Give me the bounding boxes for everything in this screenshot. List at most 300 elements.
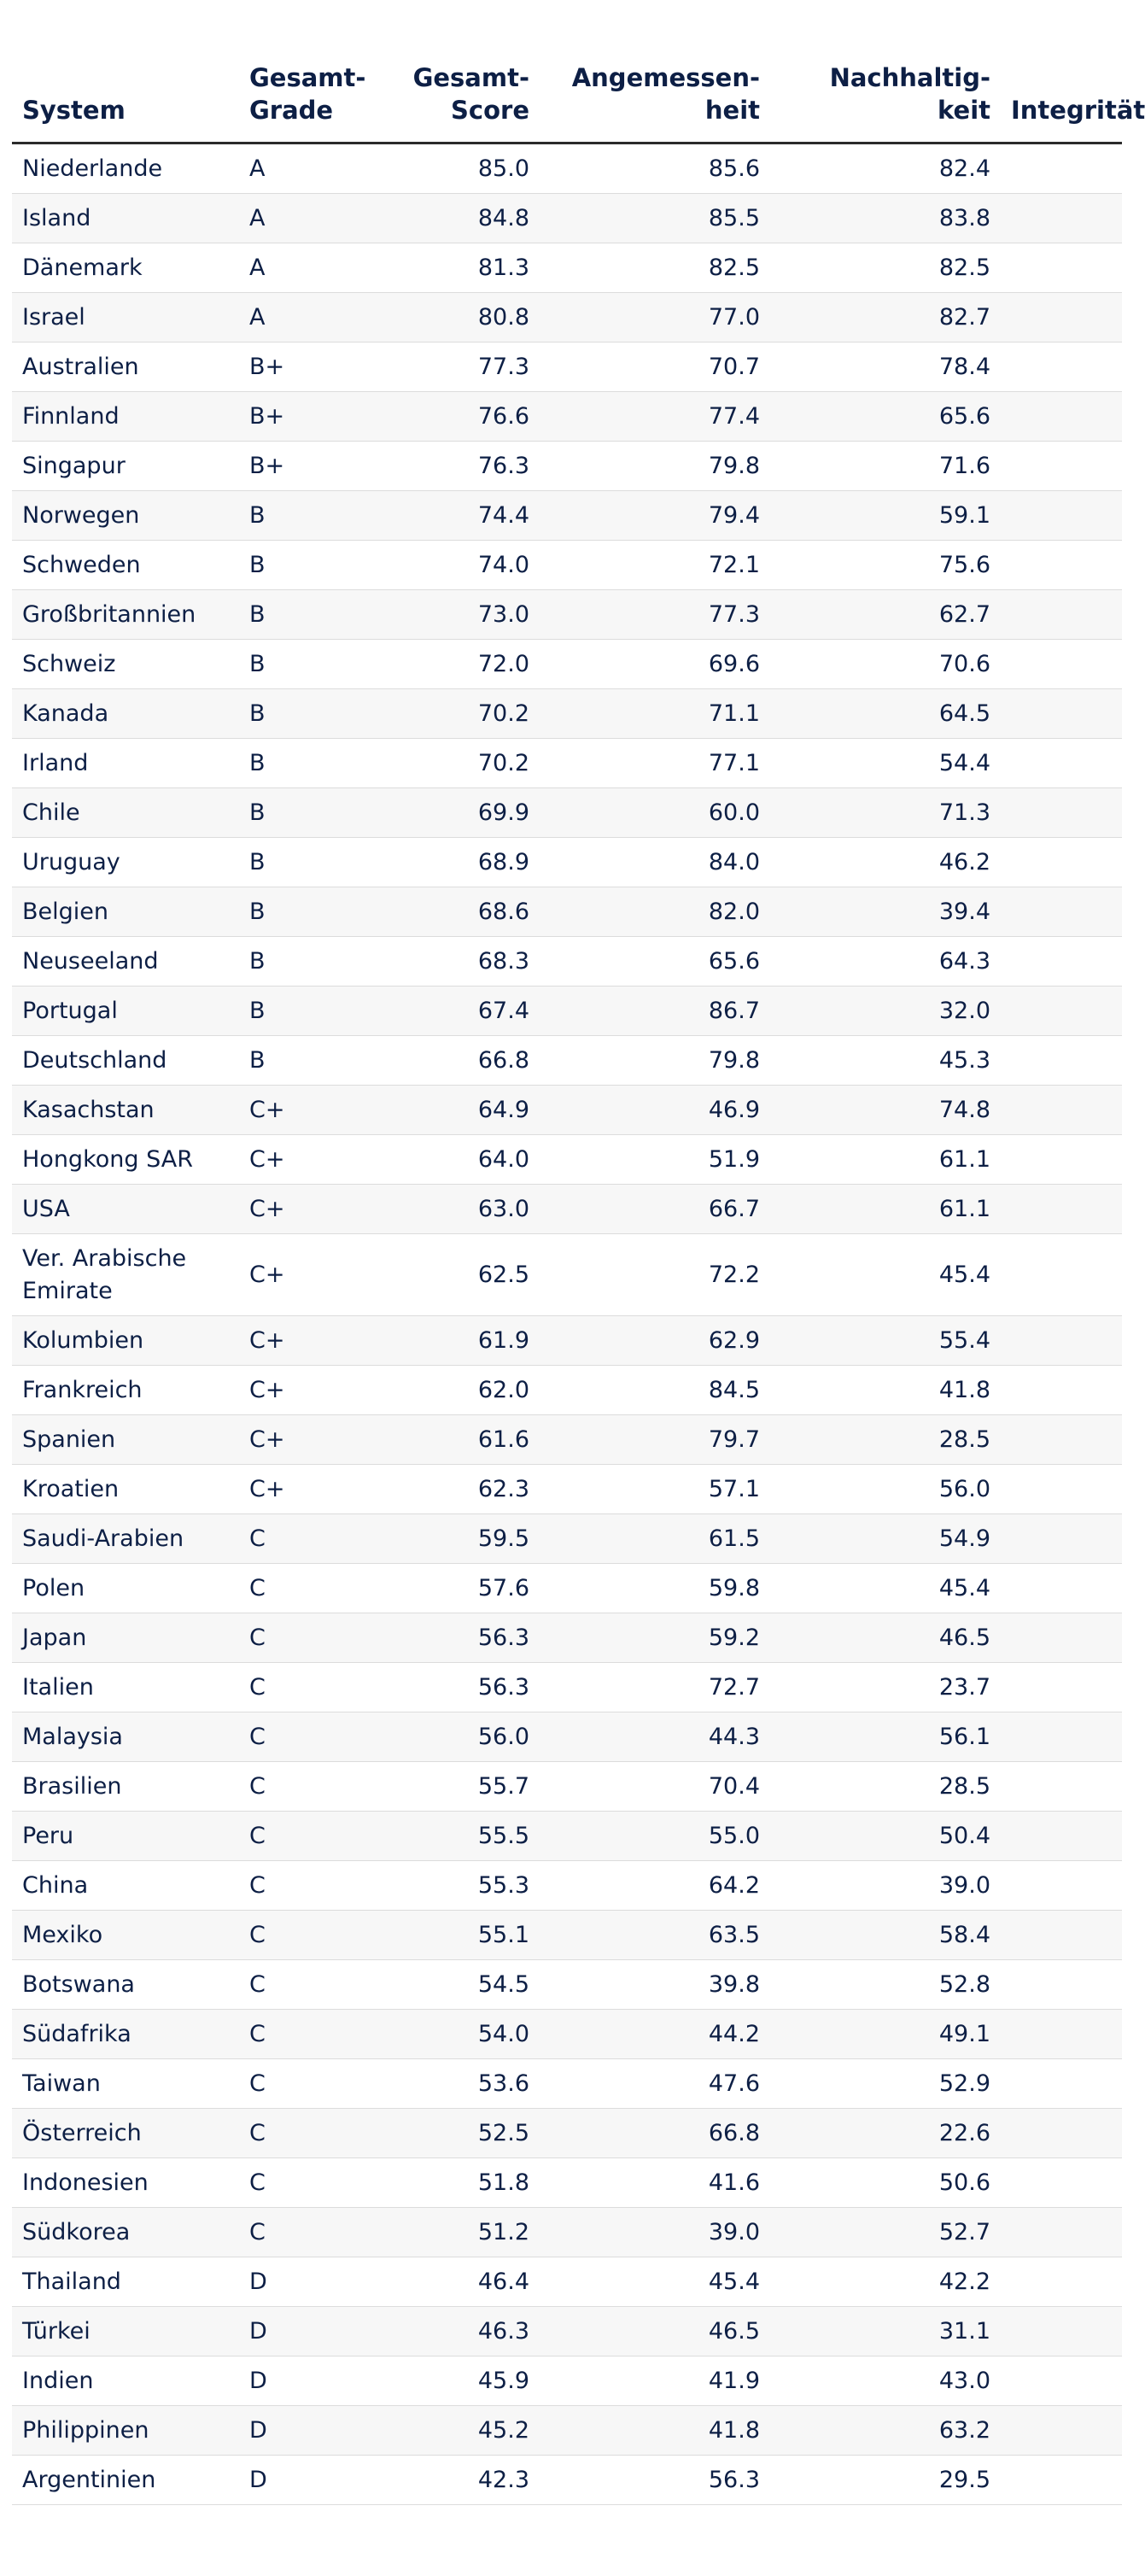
table-row	[12, 590, 1122, 640]
cell-grade: C	[239, 1960, 353, 2010]
cell-grade: C	[239, 1812, 353, 1861]
cell-integrity	[1001, 2406, 1122, 2456]
cell-integrity	[1001, 491, 1122, 541]
cell-system: Saudi-Arabien	[12, 1514, 239, 1564]
cell-adequacy: 69.6	[540, 640, 770, 689]
cell-grade: B	[239, 689, 353, 739]
cell-integrity	[1001, 2109, 1122, 2158]
cell-system: Polen	[12, 1564, 239, 1613]
cell-adequacy: 51.9	[540, 1135, 770, 1185]
table-row	[12, 788, 1122, 838]
cell-system: Taiwan	[12, 2059, 239, 2109]
cell-system: Norwegen	[12, 491, 239, 541]
cell-score: 64.9	[353, 1086, 540, 1135]
table-row	[12, 2059, 1122, 2109]
cell-score: 85.0	[353, 143, 540, 194]
cell-score: 52.5	[353, 2109, 540, 2158]
cell-score: 46.4	[353, 2257, 540, 2307]
cell-score: 62.0	[353, 1366, 540, 1415]
cell-grade: C	[239, 1712, 353, 1762]
cell-system: Schweden	[12, 541, 239, 590]
cell-sustainability: 28.5	[770, 1415, 1001, 1465]
pension-index-table	[12, 0, 1145, 2505]
cell-sustainability: 45.3	[770, 1036, 1001, 1086]
table-row	[12, 293, 1122, 342]
table-row	[12, 1366, 1122, 1415]
cell-integrity	[1001, 143, 1122, 194]
cell-sustainability: 82.4	[770, 143, 1001, 194]
cell-grade: B	[239, 640, 353, 689]
cell-grade: D	[239, 2456, 353, 2505]
cell-system: Portugal	[12, 986, 239, 1036]
cell-grade: C+	[239, 1185, 353, 1234]
cell-integrity	[1001, 1086, 1122, 1135]
table-row	[12, 2456, 1122, 2505]
cell-adequacy: 41.8	[540, 2406, 770, 2456]
cell-system: Österreich	[12, 2109, 239, 2158]
cell-sustainability: 64.5	[770, 689, 1001, 739]
cell-score: 67.4	[353, 986, 540, 1036]
cell-system: Brasilien	[12, 1762, 239, 1812]
cell-sustainability: 64.3	[770, 937, 1001, 986]
cell-grade: B	[239, 788, 353, 838]
cell-grade: C+	[239, 1316, 353, 1366]
cell-grade: C	[239, 1762, 353, 1812]
cell-integrity	[1001, 1234, 1122, 1316]
cell-system: Neuseeland	[12, 937, 239, 986]
header-grade: Gesamt- Grade	[239, 0, 353, 143]
table-row	[12, 1135, 1122, 1185]
header-score: Gesamt- Score	[353, 0, 540, 143]
cell-integrity	[1001, 541, 1122, 590]
cell-score: 64.0	[353, 1135, 540, 1185]
table-row	[12, 1812, 1122, 1861]
cell-integrity	[1001, 2307, 1122, 2356]
cell-adequacy: 79.7	[540, 1415, 770, 1465]
cell-sustainability: 49.1	[770, 2010, 1001, 2059]
cell-adequacy: 70.7	[540, 342, 770, 392]
cell-system: Island	[12, 194, 239, 243]
cell-score: 55.3	[353, 1861, 540, 1911]
cell-adequacy: 47.6	[540, 2059, 770, 2109]
cell-integrity	[1001, 887, 1122, 937]
cell-system: Belgien	[12, 887, 239, 937]
cell-integrity	[1001, 640, 1122, 689]
cell-adequacy: 57.1	[540, 1465, 770, 1514]
cell-integrity	[1001, 2456, 1122, 2505]
cell-integrity	[1001, 986, 1122, 1036]
table-row	[12, 689, 1122, 739]
cell-sustainability: 54.9	[770, 1514, 1001, 1564]
cell-system: Japan	[12, 1613, 239, 1663]
cell-adequacy: 44.3	[540, 1712, 770, 1762]
cell-adequacy: 82.5	[540, 243, 770, 293]
table-row	[12, 1415, 1122, 1465]
cell-adequacy: 62.9	[540, 1316, 770, 1366]
cell-score: 66.8	[353, 1036, 540, 1086]
table-row	[12, 1185, 1122, 1234]
cell-system: Philippinen	[12, 2406, 239, 2456]
cell-grade: C	[239, 1861, 353, 1911]
cell-score: 72.0	[353, 640, 540, 689]
cell-integrity	[1001, 1712, 1122, 1762]
cell-sustainability: 22.6	[770, 2109, 1001, 2158]
cell-integrity	[1001, 392, 1122, 442]
table-row	[12, 1712, 1122, 1762]
cell-system: Großbritannien	[12, 590, 239, 640]
cell-score: 54.5	[353, 1960, 540, 2010]
cell-adequacy: 59.8	[540, 1564, 770, 1613]
cell-integrity	[1001, 1465, 1122, 1514]
cell-adequacy: 46.5	[540, 2307, 770, 2356]
cell-system: Singapur	[12, 442, 239, 491]
cell-adequacy: 55.0	[540, 1812, 770, 1861]
table-row	[12, 143, 1122, 194]
table-row	[12, 838, 1122, 887]
cell-system: Kanada	[12, 689, 239, 739]
table-row	[12, 2406, 1122, 2456]
cell-adequacy: 82.0	[540, 887, 770, 937]
cell-integrity	[1001, 2208, 1122, 2257]
cell-integrity	[1001, 1762, 1122, 1812]
cell-grade: C+	[239, 1086, 353, 1135]
cell-sustainability: 52.8	[770, 1960, 1001, 2010]
cell-adequacy: 66.8	[540, 2109, 770, 2158]
cell-integrity	[1001, 194, 1122, 243]
table-row	[12, 739, 1122, 788]
cell-adequacy: 56.3	[540, 2456, 770, 2505]
cell-adequacy: 72.1	[540, 541, 770, 590]
table-row	[12, 1465, 1122, 1514]
table-row	[12, 2109, 1122, 2158]
cell-adequacy: 77.0	[540, 293, 770, 342]
table-header	[12, 0, 1145, 143]
cell-system: Frankreich	[12, 1366, 239, 1415]
cell-grade: A	[239, 243, 353, 293]
cell-sustainability: 28.5	[770, 1762, 1001, 1812]
cell-integrity	[1001, 243, 1122, 293]
cell-adequacy: 85.6	[540, 143, 770, 194]
cell-integrity	[1001, 293, 1122, 342]
cell-score: 70.2	[353, 739, 540, 788]
cell-sustainability: 56.0	[770, 1465, 1001, 1514]
cell-score: 74.0	[353, 541, 540, 590]
cell-score: 45.2	[353, 2406, 540, 2456]
cell-sustainability: 45.4	[770, 1564, 1001, 1613]
cell-score: 59.5	[353, 1514, 540, 1564]
table-row	[12, 986, 1122, 1036]
table-row	[12, 1514, 1122, 1564]
cell-integrity	[1001, 1960, 1122, 2010]
cell-score: 76.3	[353, 442, 540, 491]
cell-system: Kolumbien	[12, 1316, 239, 1366]
cell-sustainability: 71.6	[770, 442, 1001, 491]
cell-grade: B	[239, 739, 353, 788]
cell-sustainability: 31.1	[770, 2307, 1001, 2356]
cell-sustainability: 61.1	[770, 1185, 1001, 1234]
cell-grade: C	[239, 1663, 353, 1712]
table-row	[12, 541, 1122, 590]
cell-sustainability: 45.4	[770, 1234, 1001, 1316]
cell-sustainability: 61.1	[770, 1135, 1001, 1185]
table-row	[12, 2208, 1122, 2257]
cell-grade: B	[239, 838, 353, 887]
cell-grade: B+	[239, 342, 353, 392]
cell-adequacy: 59.2	[540, 1613, 770, 1663]
table-row	[12, 2307, 1122, 2356]
cell-system: Dänemark	[12, 243, 239, 293]
cell-score: 57.6	[353, 1564, 540, 1613]
cell-adequacy: 70.4	[540, 1762, 770, 1812]
cell-grade: C	[239, 2059, 353, 2109]
cell-sustainability: 46.2	[770, 838, 1001, 887]
cell-grade: B+	[239, 442, 353, 491]
cell-integrity	[1001, 1366, 1122, 1415]
cell-adequacy: 45.4	[540, 2257, 770, 2307]
cell-system: Indonesien	[12, 2158, 239, 2208]
cell-system: Ver. Arabische Emirate	[12, 1234, 239, 1316]
cell-system: Irland	[12, 739, 239, 788]
cell-adequacy: 79.4	[540, 491, 770, 541]
cell-sustainability: 56.1	[770, 1712, 1001, 1762]
table-row	[12, 1316, 1122, 1366]
cell-integrity	[1001, 342, 1122, 392]
cell-integrity	[1001, 2010, 1122, 2059]
table-row	[12, 937, 1122, 986]
cell-grade: B	[239, 937, 353, 986]
cell-score: 69.9	[353, 788, 540, 838]
table-row	[12, 1861, 1122, 1911]
cell-integrity	[1001, 788, 1122, 838]
cell-score: 55.1	[353, 1911, 540, 1960]
cell-system: Kroatien	[12, 1465, 239, 1514]
cell-grade: C	[239, 1911, 353, 1960]
cell-sustainability: 54.4	[770, 739, 1001, 788]
cell-integrity	[1001, 1316, 1122, 1366]
cell-adequacy: 85.5	[540, 194, 770, 243]
cell-adequacy: 77.1	[540, 739, 770, 788]
cell-score: 77.3	[353, 342, 540, 392]
cell-score: 54.0	[353, 2010, 540, 2059]
cell-grade: B	[239, 541, 353, 590]
table-row	[12, 1762, 1122, 1812]
cell-grade: C	[239, 2010, 353, 2059]
cell-sustainability: 55.4	[770, 1316, 1001, 1366]
cell-integrity	[1001, 2356, 1122, 2406]
cell-system: Thailand	[12, 2257, 239, 2307]
cell-integrity	[1001, 2257, 1122, 2307]
cell-grade: D	[239, 2307, 353, 2356]
cell-grade: C	[239, 2158, 353, 2208]
cell-integrity	[1001, 1812, 1122, 1861]
cell-grade: B	[239, 590, 353, 640]
cell-grade: C+	[239, 1366, 353, 1415]
cell-sustainability: 50.4	[770, 1812, 1001, 1861]
cell-adequacy: 84.0	[540, 838, 770, 887]
header-adequacy: Angemessen- heit	[540, 0, 770, 143]
cell-adequacy: 72.7	[540, 1663, 770, 1712]
table-row	[12, 392, 1122, 442]
cell-system: Türkei	[12, 2307, 239, 2356]
cell-grade: A	[239, 143, 353, 194]
table-row	[12, 1663, 1122, 1712]
table-row	[12, 243, 1122, 293]
cell-sustainability: 32.0	[770, 986, 1001, 1036]
cell-adequacy: 46.9	[540, 1086, 770, 1135]
cell-adequacy: 64.2	[540, 1861, 770, 1911]
cell-adequacy: 79.8	[540, 1036, 770, 1086]
cell-score: 74.4	[353, 491, 540, 541]
cell-score: 53.6	[353, 2059, 540, 2109]
cell-grade: A	[239, 293, 353, 342]
cell-score: 76.6	[353, 392, 540, 442]
table-row	[12, 640, 1122, 689]
cell-sustainability: 83.8	[770, 194, 1001, 243]
cell-adequacy: 71.1	[540, 689, 770, 739]
cell-integrity	[1001, 689, 1122, 739]
cell-integrity	[1001, 1861, 1122, 1911]
cell-sustainability: 39.0	[770, 1861, 1001, 1911]
cell-system: Südafrika	[12, 2010, 239, 2059]
cell-integrity	[1001, 1613, 1122, 1663]
cell-adequacy: 44.2	[540, 2010, 770, 2059]
table-row	[12, 1960, 1122, 2010]
cell-score: 70.2	[353, 689, 540, 739]
cell-grade: C+	[239, 1234, 353, 1316]
cell-grade: C	[239, 1564, 353, 1613]
cell-system: Finnland	[12, 392, 239, 442]
cell-integrity	[1001, 1036, 1122, 1086]
cell-score: 68.3	[353, 937, 540, 986]
cell-sustainability: 65.6	[770, 392, 1001, 442]
cell-grade: C	[239, 1514, 353, 1564]
cell-system: Mexiko	[12, 1911, 239, 1960]
cell-adequacy: 79.8	[540, 442, 770, 491]
table-row	[12, 442, 1122, 491]
cell-integrity	[1001, 590, 1122, 640]
cell-system: Argentinien	[12, 2456, 239, 2505]
cell-adequacy: 65.6	[540, 937, 770, 986]
cell-integrity	[1001, 838, 1122, 887]
cell-grade: B+	[239, 392, 353, 442]
cell-system: Indien	[12, 2356, 239, 2406]
cell-sustainability: 75.6	[770, 541, 1001, 590]
table-row	[12, 194, 1122, 243]
cell-system: Kasachstan	[12, 1086, 239, 1135]
cell-sustainability: 52.7	[770, 2208, 1001, 2257]
cell-score: 68.6	[353, 887, 540, 937]
cell-sustainability: 63.2	[770, 2406, 1001, 2456]
cell-sustainability: 43.0	[770, 2356, 1001, 2406]
table-row	[12, 491, 1122, 541]
cell-grade: D	[239, 2257, 353, 2307]
cell-sustainability: 71.3	[770, 788, 1001, 838]
cell-integrity	[1001, 2059, 1122, 2109]
cell-integrity	[1001, 1415, 1122, 1465]
cell-score: 51.2	[353, 2208, 540, 2257]
cell-grade: B	[239, 1036, 353, 1086]
cell-adequacy: 77.3	[540, 590, 770, 640]
cell-score: 56.3	[353, 1613, 540, 1663]
cell-score: 46.3	[353, 2307, 540, 2356]
cell-score: 56.0	[353, 1712, 540, 1762]
table-row	[12, 1911, 1122, 1960]
cell-integrity	[1001, 1663, 1122, 1712]
cell-grade: D	[239, 2356, 353, 2406]
cell-integrity	[1001, 1911, 1122, 1960]
cell-system: Hongkong SAR	[12, 1135, 239, 1185]
cell-system: Deutschland	[12, 1036, 239, 1086]
cell-system: Spanien	[12, 1415, 239, 1465]
cell-integrity	[1001, 2158, 1122, 2208]
cell-adequacy: 39.0	[540, 2208, 770, 2257]
header-system: System	[12, 0, 239, 143]
header-integrity: Integrität	[1001, 0, 1122, 143]
cell-grade: C	[239, 2109, 353, 2158]
table-row	[12, 2356, 1122, 2406]
cell-grade: C+	[239, 1465, 353, 1514]
cell-integrity	[1001, 1564, 1122, 1613]
table-row	[12, 1613, 1122, 1663]
cell-score: 45.9	[353, 2356, 540, 2406]
cell-score: 55.5	[353, 1812, 540, 1861]
cell-adequacy: 60.0	[540, 788, 770, 838]
table-row	[12, 1564, 1122, 1613]
cell-grade: C+	[239, 1415, 353, 1465]
cell-system: China	[12, 1861, 239, 1911]
cell-score: 73.0	[353, 590, 540, 640]
cell-sustainability: 58.4	[770, 1911, 1001, 1960]
cell-grade: C	[239, 1613, 353, 1663]
cell-system: Schweiz	[12, 640, 239, 689]
cell-score: 56.3	[353, 1663, 540, 1712]
table-row	[12, 342, 1122, 392]
table-row	[12, 1234, 1122, 1316]
cell-score: 63.0	[353, 1185, 540, 1234]
cell-sustainability: 78.4	[770, 342, 1001, 392]
cell-score: 81.3	[353, 243, 540, 293]
cell-system: Botswana	[12, 1960, 239, 2010]
cell-sustainability: 46.5	[770, 1613, 1001, 1663]
cell-adequacy: 61.5	[540, 1514, 770, 1564]
cell-score: 55.7	[353, 1762, 540, 1812]
cell-system: USA	[12, 1185, 239, 1234]
cell-system: Uruguay	[12, 838, 239, 887]
cell-integrity	[1001, 739, 1122, 788]
cell-integrity	[1001, 1185, 1122, 1234]
table-row	[12, 2010, 1122, 2059]
cell-system: Israel	[12, 293, 239, 342]
table-row	[12, 2257, 1122, 2307]
cell-sustainability: 74.8	[770, 1086, 1001, 1135]
cell-system: Italien	[12, 1663, 239, 1712]
cell-score: 68.9	[353, 838, 540, 887]
cell-grade: B	[239, 887, 353, 937]
cell-sustainability: 50.6	[770, 2158, 1001, 2208]
cell-sustainability: 62.7	[770, 590, 1001, 640]
cell-sustainability: 59.1	[770, 491, 1001, 541]
cell-system: Chile	[12, 788, 239, 838]
cell-adequacy: 66.7	[540, 1185, 770, 1234]
cell-sustainability: 82.7	[770, 293, 1001, 342]
cell-grade: B	[239, 491, 353, 541]
table-row	[12, 1036, 1122, 1086]
cell-grade: D	[239, 2406, 353, 2456]
cell-adequacy: 39.8	[540, 1960, 770, 2010]
cell-grade: C+	[239, 1135, 353, 1185]
cell-sustainability: 39.4	[770, 887, 1001, 937]
cell-adequacy: 63.5	[540, 1911, 770, 1960]
